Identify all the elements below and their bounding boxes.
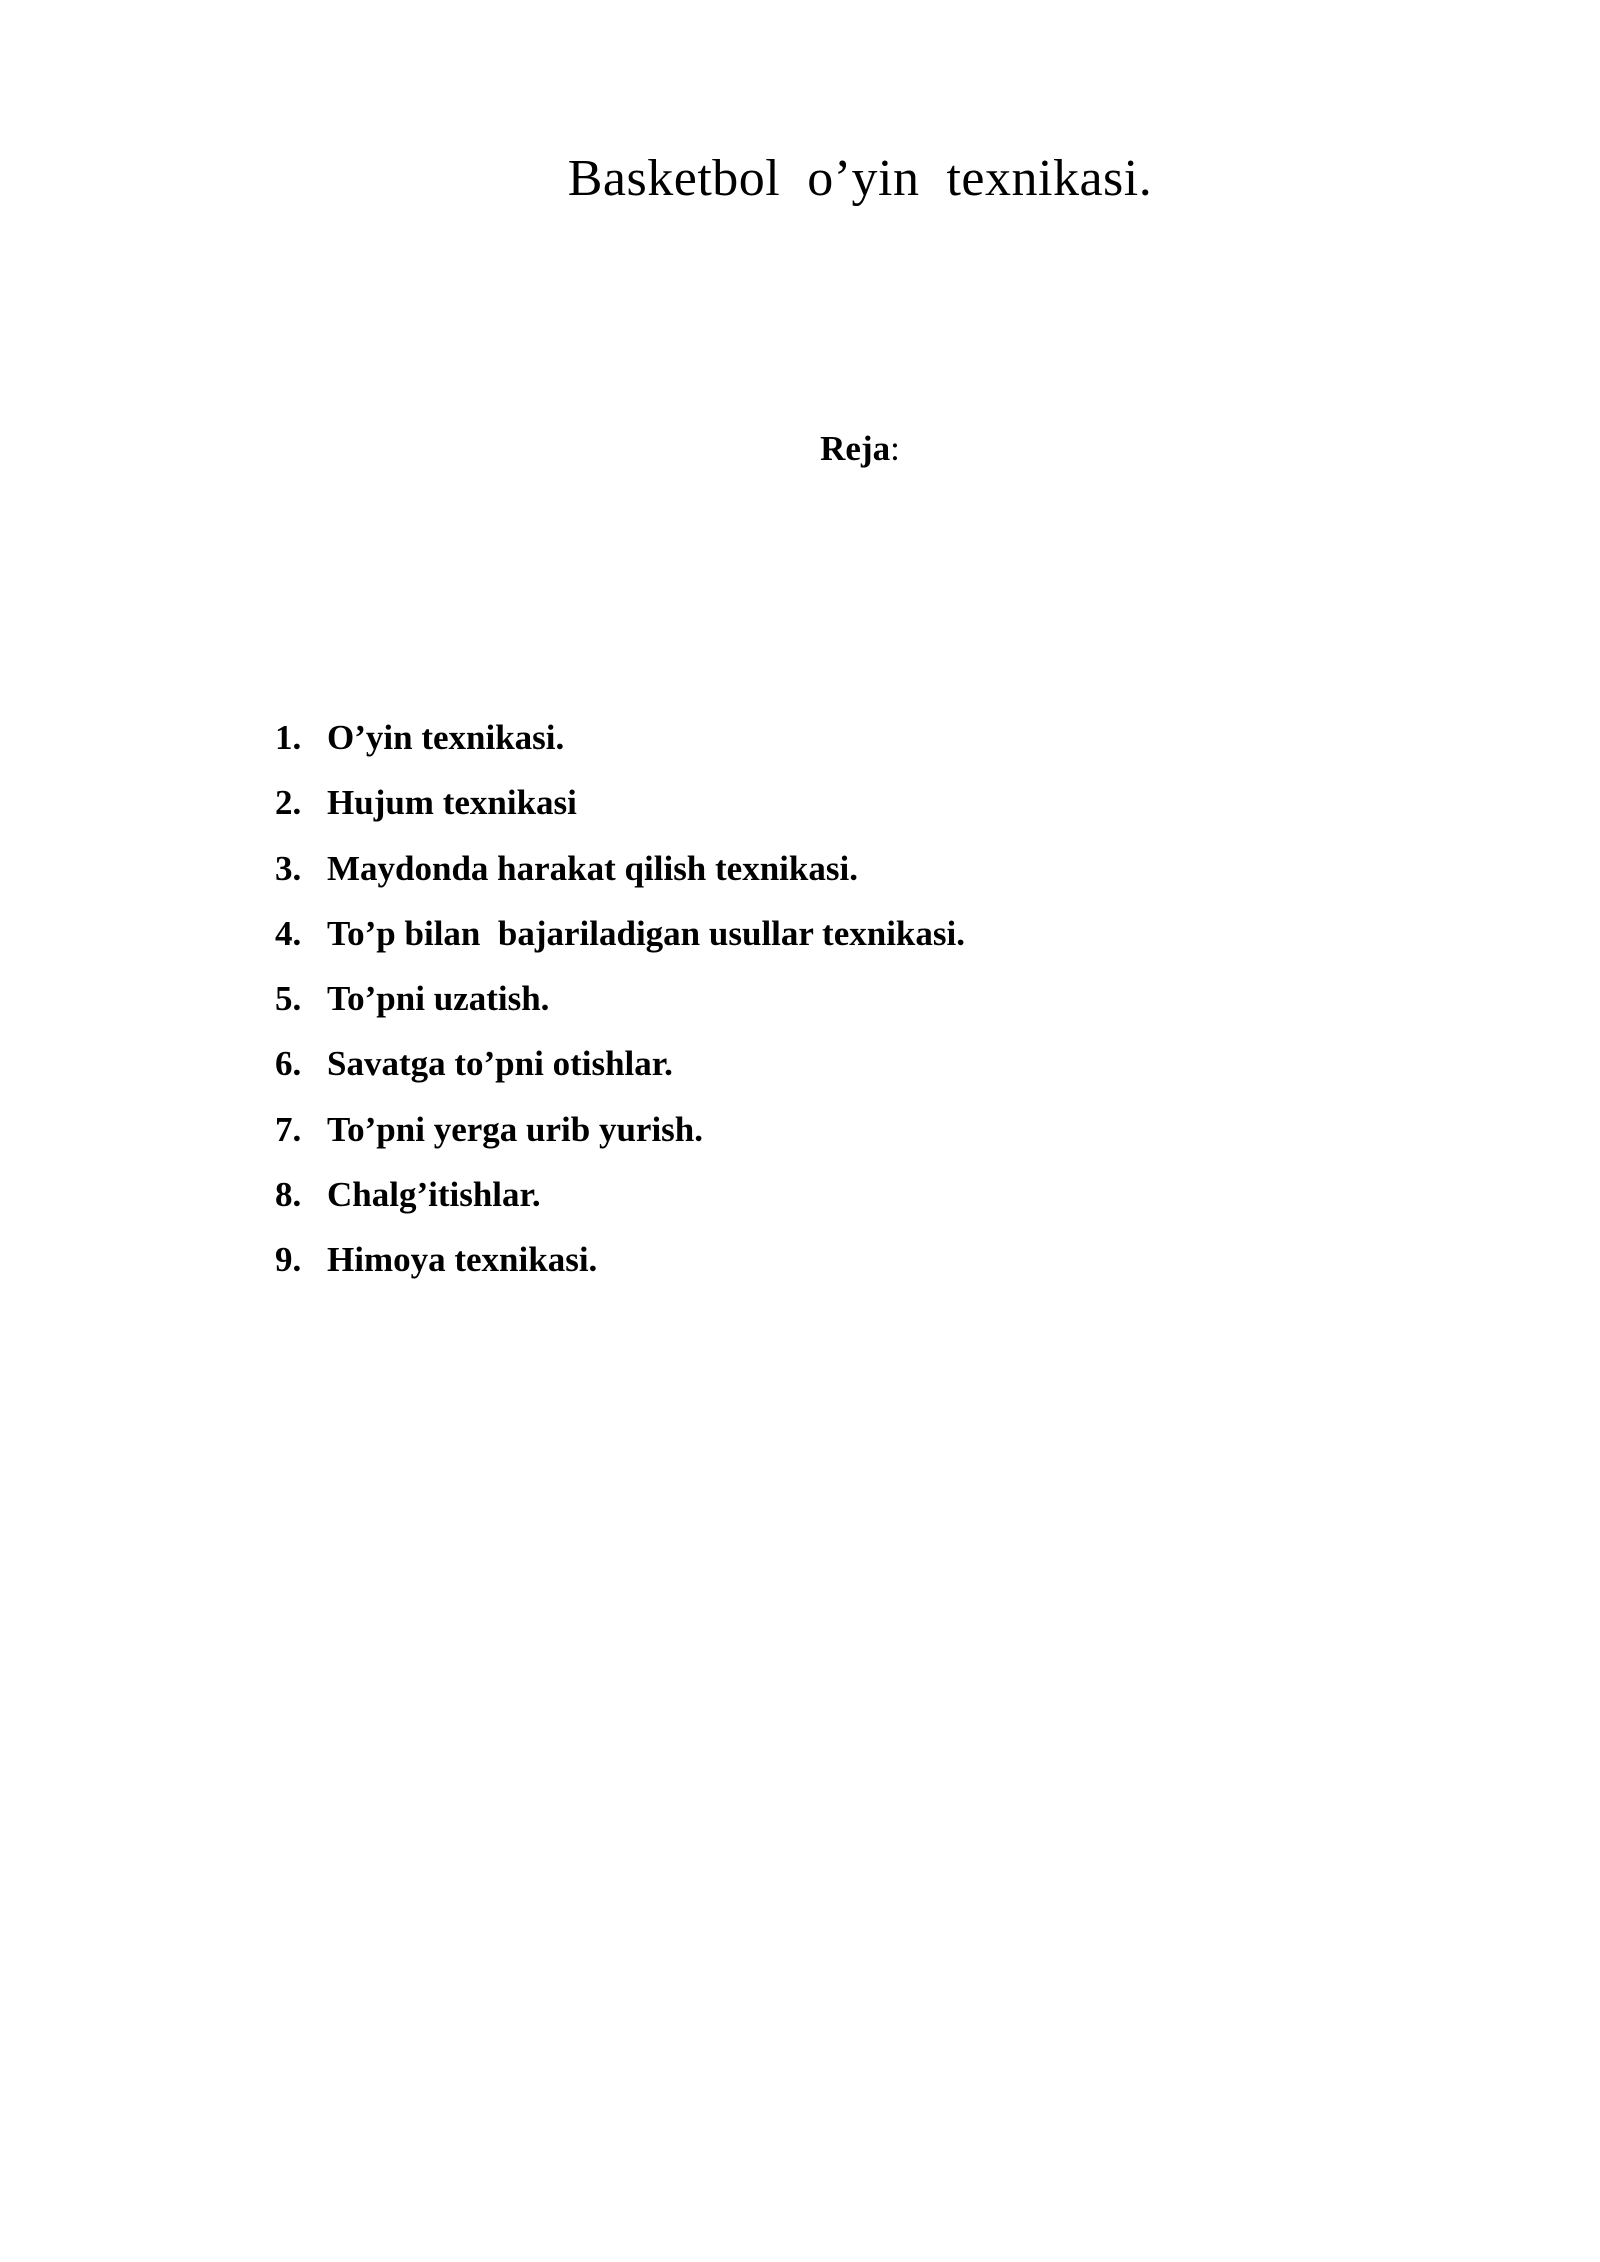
plan-item-text: Chalg’itishlar. bbox=[327, 1175, 541, 1215]
plan-item-text: Maydonda harakat qilish texnikasi. bbox=[327, 848, 858, 888]
plan-item-number: 2. bbox=[275, 783, 302, 823]
plan-heading-label: Reja bbox=[820, 429, 891, 468]
plan-item bbox=[275, 966, 965, 1031]
plan-item-text: To’pni yerga urib yurish. bbox=[327, 1109, 704, 1149]
plan-item-text: Hujum texnikasi bbox=[327, 783, 577, 823]
plan-heading-colon: : bbox=[890, 429, 900, 468]
plan-item-text: Savatga to’pni otishlar. bbox=[327, 1044, 673, 1084]
plan-item-number: 7. bbox=[275, 1109, 302, 1149]
plan-item-number: 3. bbox=[275, 848, 302, 888]
plan-item-number: 8. bbox=[275, 1175, 302, 1215]
plan-item bbox=[275, 1162, 965, 1227]
plan-item-number: 9. bbox=[275, 1240, 302, 1280]
plan-item bbox=[275, 1227, 965, 1292]
plan-item-text: O’yin texnikasi. bbox=[327, 718, 565, 757]
plan-heading bbox=[0, 428, 1600, 470]
plan-item bbox=[275, 901, 965, 966]
plan-item bbox=[275, 836, 965, 901]
plan-item bbox=[275, 1031, 965, 1096]
plan-item-text: To’p bilan bajariladigan usullar texnikasi. bbox=[327, 913, 965, 953]
plan-item-number: 1. bbox=[275, 718, 302, 757]
plan-item-number: 5. bbox=[275, 979, 302, 1019]
plan-item bbox=[275, 705, 965, 770]
plan-item-number: 4. bbox=[275, 913, 302, 953]
plan-item-number: 6. bbox=[275, 1044, 302, 1084]
plan-item-text: Himoya texnikasi. bbox=[327, 1240, 598, 1280]
plan-list bbox=[275, 705, 965, 1293]
plan-item bbox=[275, 1097, 965, 1162]
plan-item-text: To’pni uzatish. bbox=[327, 979, 550, 1019]
plan-item bbox=[275, 770, 965, 835]
document-title: Basketbol o’yin texnikasi. bbox=[567, 150, 1153, 207]
